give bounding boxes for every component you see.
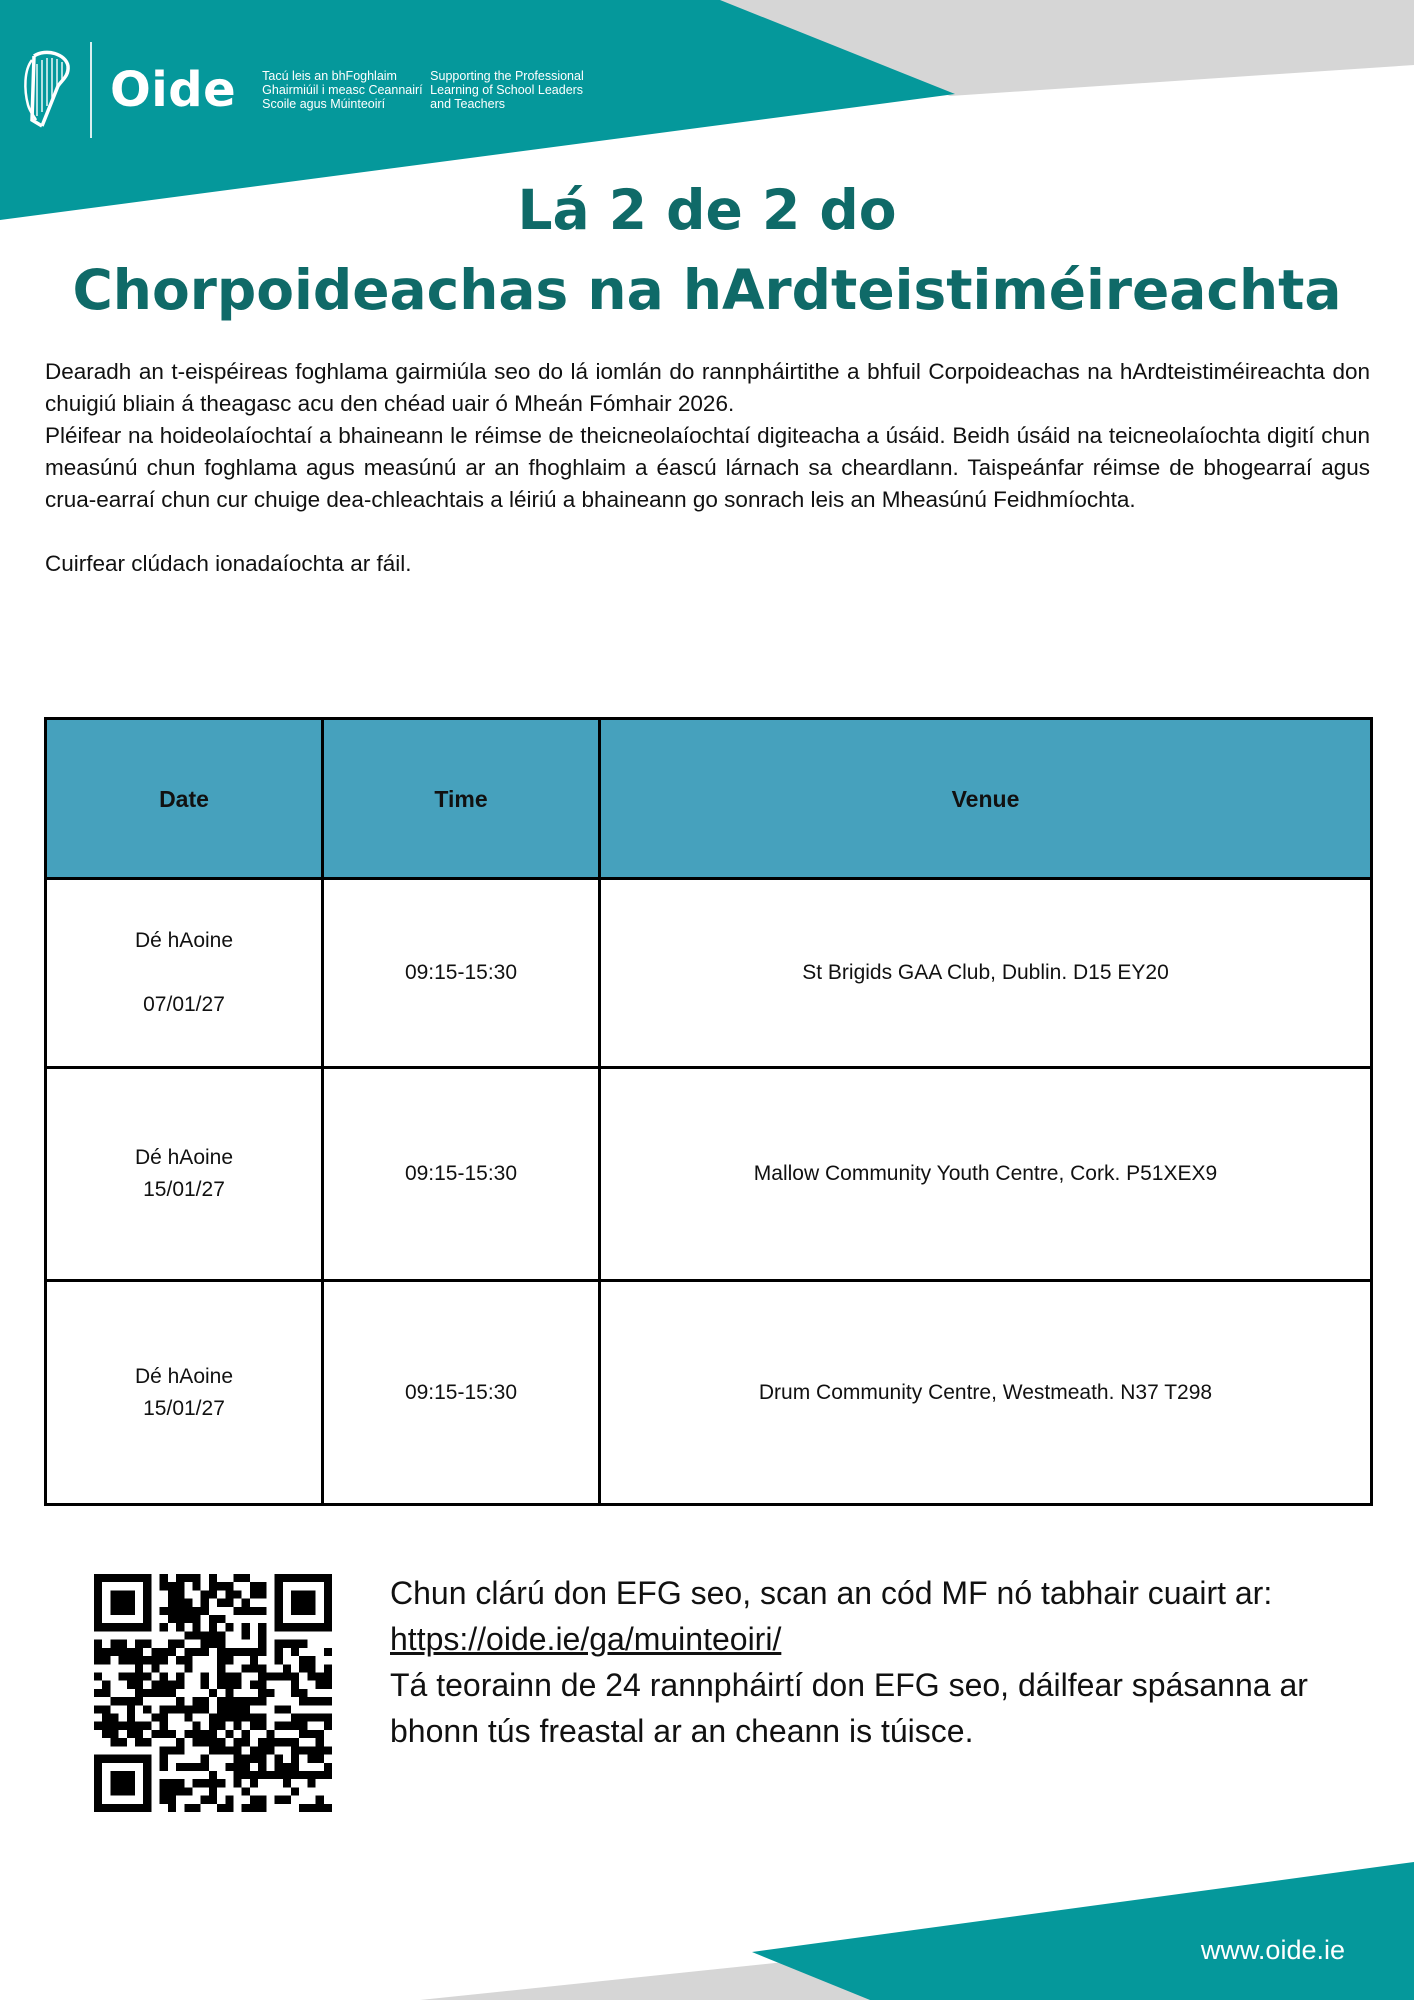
venue-cell: Drum Community Centre, Westmeath. N37 T298 (600, 1281, 1372, 1505)
day-text: Dé hAoine (134, 1146, 234, 1169)
date-text: 15/01/27 (143, 1396, 225, 1420)
header-divider (90, 42, 92, 138)
table-header-row (46, 719, 1372, 879)
column-header-venue: Venue (600, 719, 1372, 879)
table-row (46, 879, 1372, 1068)
participant-limit-note: Tá teorainn de 24 rannpháirtí don EFG seo, dáilfear spásanna ar bhonn tús freastal ar an cheann is túisce. (390, 1667, 1308, 1749)
registration-info (390, 1570, 1370, 1754)
harp-logo (22, 50, 74, 130)
tagline-english-line: Learning of School Leaders (430, 83, 584, 97)
tagline-english-line: and Teachers (430, 97, 505, 111)
page-title-line-2: Chorpoideachas na hArdteistiméireachta (72, 258, 1342, 322)
date-cell (46, 1068, 323, 1281)
registration-link[interactable]: https://oide.ie/ga/muinteoiri/ (390, 1621, 782, 1657)
footer-teal-shape (752, 1862, 1414, 2000)
page-title (0, 170, 1414, 330)
day-text: Dé hAoine (134, 1364, 234, 1388)
schedule-table (44, 717, 1373, 1506)
table-row (46, 1068, 1372, 1281)
column-header-time: Time (323, 719, 600, 879)
venue-cell: St Brigids GAA Club, Dublin. D15 EY20 (600, 879, 1372, 1068)
header (22, 40, 590, 140)
footer-website[interactable]: www.oide.ie (1200, 1935, 1345, 1965)
registration-instructions: Chun clárú don EFG seo, scan an cód MF nó tabhair cuairt ar: (390, 1575, 1273, 1611)
qr-modules (94, 1574, 332, 1812)
column-header-date: Date (46, 719, 323, 879)
intro-paragraph: Dearadh an t-eispéireas foghlama gairmiúla seo do lá iomlán do rannpháirtithe a bhfuil Corpoideachas na hArdteistiméireachta don chuigiú bliain á theagasc acu den chéad uair ó Mheán Fómhair 2026. (45, 359, 1370, 416)
tagline-english (430, 69, 590, 111)
page-title-line-1: Lá 2 de 2 do (517, 178, 897, 242)
registration-qr-code[interactable] (94, 1574, 332, 1812)
time-cell: 09:15-15:30 (323, 879, 600, 1068)
time-cell: 09:15-15:30 (323, 1068, 600, 1281)
date-text: 15/01/27 (143, 1178, 225, 1201)
date-cell (46, 879, 323, 1068)
intro-paragraph: Cuirfear clúdach ionadaíochta ar fáil. (45, 551, 412, 576)
venue-cell: Mallow Community Youth Centre, Cork. P51XEX9 (600, 1068, 1372, 1281)
day-text: Dé hAoine (134, 929, 234, 952)
table-row (46, 1281, 1372, 1505)
date-text: 07/01/27 (143, 993, 225, 1016)
tagline-irish-line: Tacú leis an bhFoghlaim (262, 69, 397, 83)
date-cell (46, 1281, 323, 1505)
paragraph-spacer (45, 516, 1370, 548)
tagline-irish-line: Ghairmiúil i measc Ceannairí (262, 83, 423, 97)
intro-paragraph: Pléifear na hoideolaíochtaí a bhaineann le réimse de theicneolaíochtaí digiteacha a úsáid. Beidh úsáid na teicneolaíochta digití chun measúnú chun foghlama agus measúnú ar an fhoghlaim a éascú lárnach sa cheardlann. Taispeánfar réimse de bhogearraí agus crua-earraí chun cur chuige dea-chleachtais a léiriú a bhaineann go sonrach leis an Mheasúnú Feidhmíochta. (45, 423, 1370, 512)
tagline-irish-line: Scoile agus Múinteoirí (262, 97, 386, 111)
tagline-irish (262, 69, 428, 111)
time-cell: 09:15-15:30 (323, 1281, 600, 1505)
brand-name: Oide (110, 62, 237, 118)
intro-text (45, 356, 1370, 580)
tagline-english-line: Supporting the Professional (430, 69, 584, 83)
